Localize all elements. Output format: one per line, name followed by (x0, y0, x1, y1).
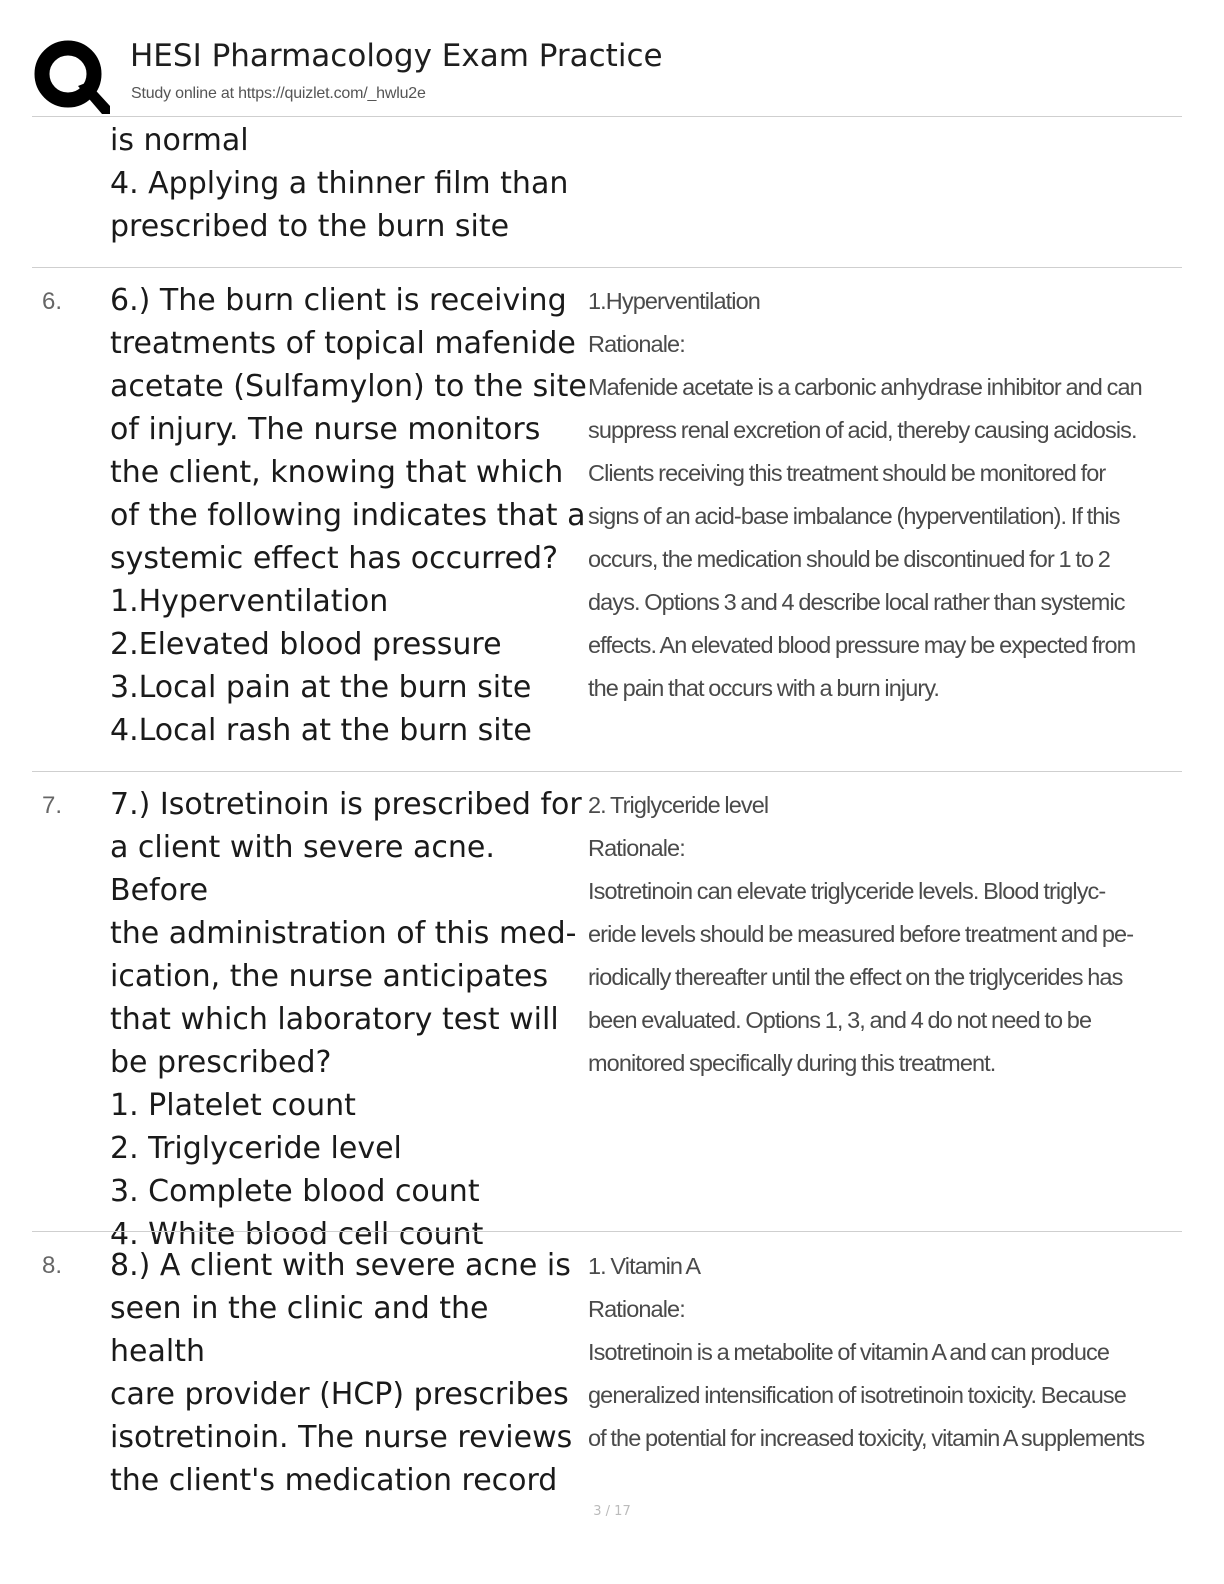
card-question: 6.) The burn client is receiving treatments of topical mafenide acetate (Sulfamylon) to the site of injury. The nurse monitors the client, knowing that which of the following indicates that a systemic effect has occurred? 1.Hyperventilation 2.Elevated blood pressure 3.Local pain at the burn site 4.Local rash at the burn site (110, 283, 587, 748)
study-link[interactable]: Study online at https://quizlet.com/_hwlu2e (131, 85, 426, 102)
card-number: 8. (42, 1252, 63, 1279)
page-header (30, 30, 1190, 116)
page-number: 3 / 17 (593, 1504, 631, 1519)
question-continuation: is normal 4. Applying a thinner film than prescribed to the burn site (110, 123, 569, 244)
card-question: 8.) A client with severe acne is seen in the clinic and the health care provider (HCP) prescribes isotretinoin. The nurse reviews the client's medication record (110, 1248, 573, 1498)
quizlet-logo-icon (30, 34, 110, 114)
divider (32, 771, 1182, 772)
card-question: 7.) Isotretinoin is prescribed for a client with severe acne. Before the administration of this med- ication, the nurse anticipates that which laboratory test will be prescribed? 1. Platelet count 2. Triglyceride level 3. Complete blood count 4. White blood cell count (110, 787, 582, 1252)
card-number: 6. (42, 288, 63, 315)
divider (32, 267, 1182, 268)
divider (32, 116, 1182, 117)
divider (32, 1231, 1182, 1232)
card-answer: 1. Vitamin A Rationale: Isotretinoin is a metabolite of vitamin A and can produce generalized intensification of isotretinoin toxicity. Because of the potential for increased toxicity, vitamin A supplements (588, 1253, 1145, 1451)
document-title: HESI Pharmacology Exam Practice (130, 38, 663, 74)
card-answer: 1.Hyperventilation Rationale: Mafenide acetate is a carbonic anhydrase inhibitor and can suppress renal excretion of acid, thereby causing acidosis. Clients receiving this treatment should be monitored for signs of an acid-base imbalance (hyperventilation). If this occurs, the medication should be discontinued for 1 to 2 days. Options 3 and 4 describe local rather than systemic effects. An elevated blood pressure may be expected from the pain that occurs with a burn injury. (588, 288, 1142, 701)
card-answer: 2. Triglyceride level Rationale: Isotretinoin can elevate triglyceride levels. Blood triglyc- eride levels should be measured before treatment and pe- riodically thereafter until the effect on the triglycerides has been evaluated. Options 1, 3, and 4 do not need to be monitored specifically during this treatment. (588, 792, 1134, 1076)
card-number: 7. (42, 792, 63, 819)
